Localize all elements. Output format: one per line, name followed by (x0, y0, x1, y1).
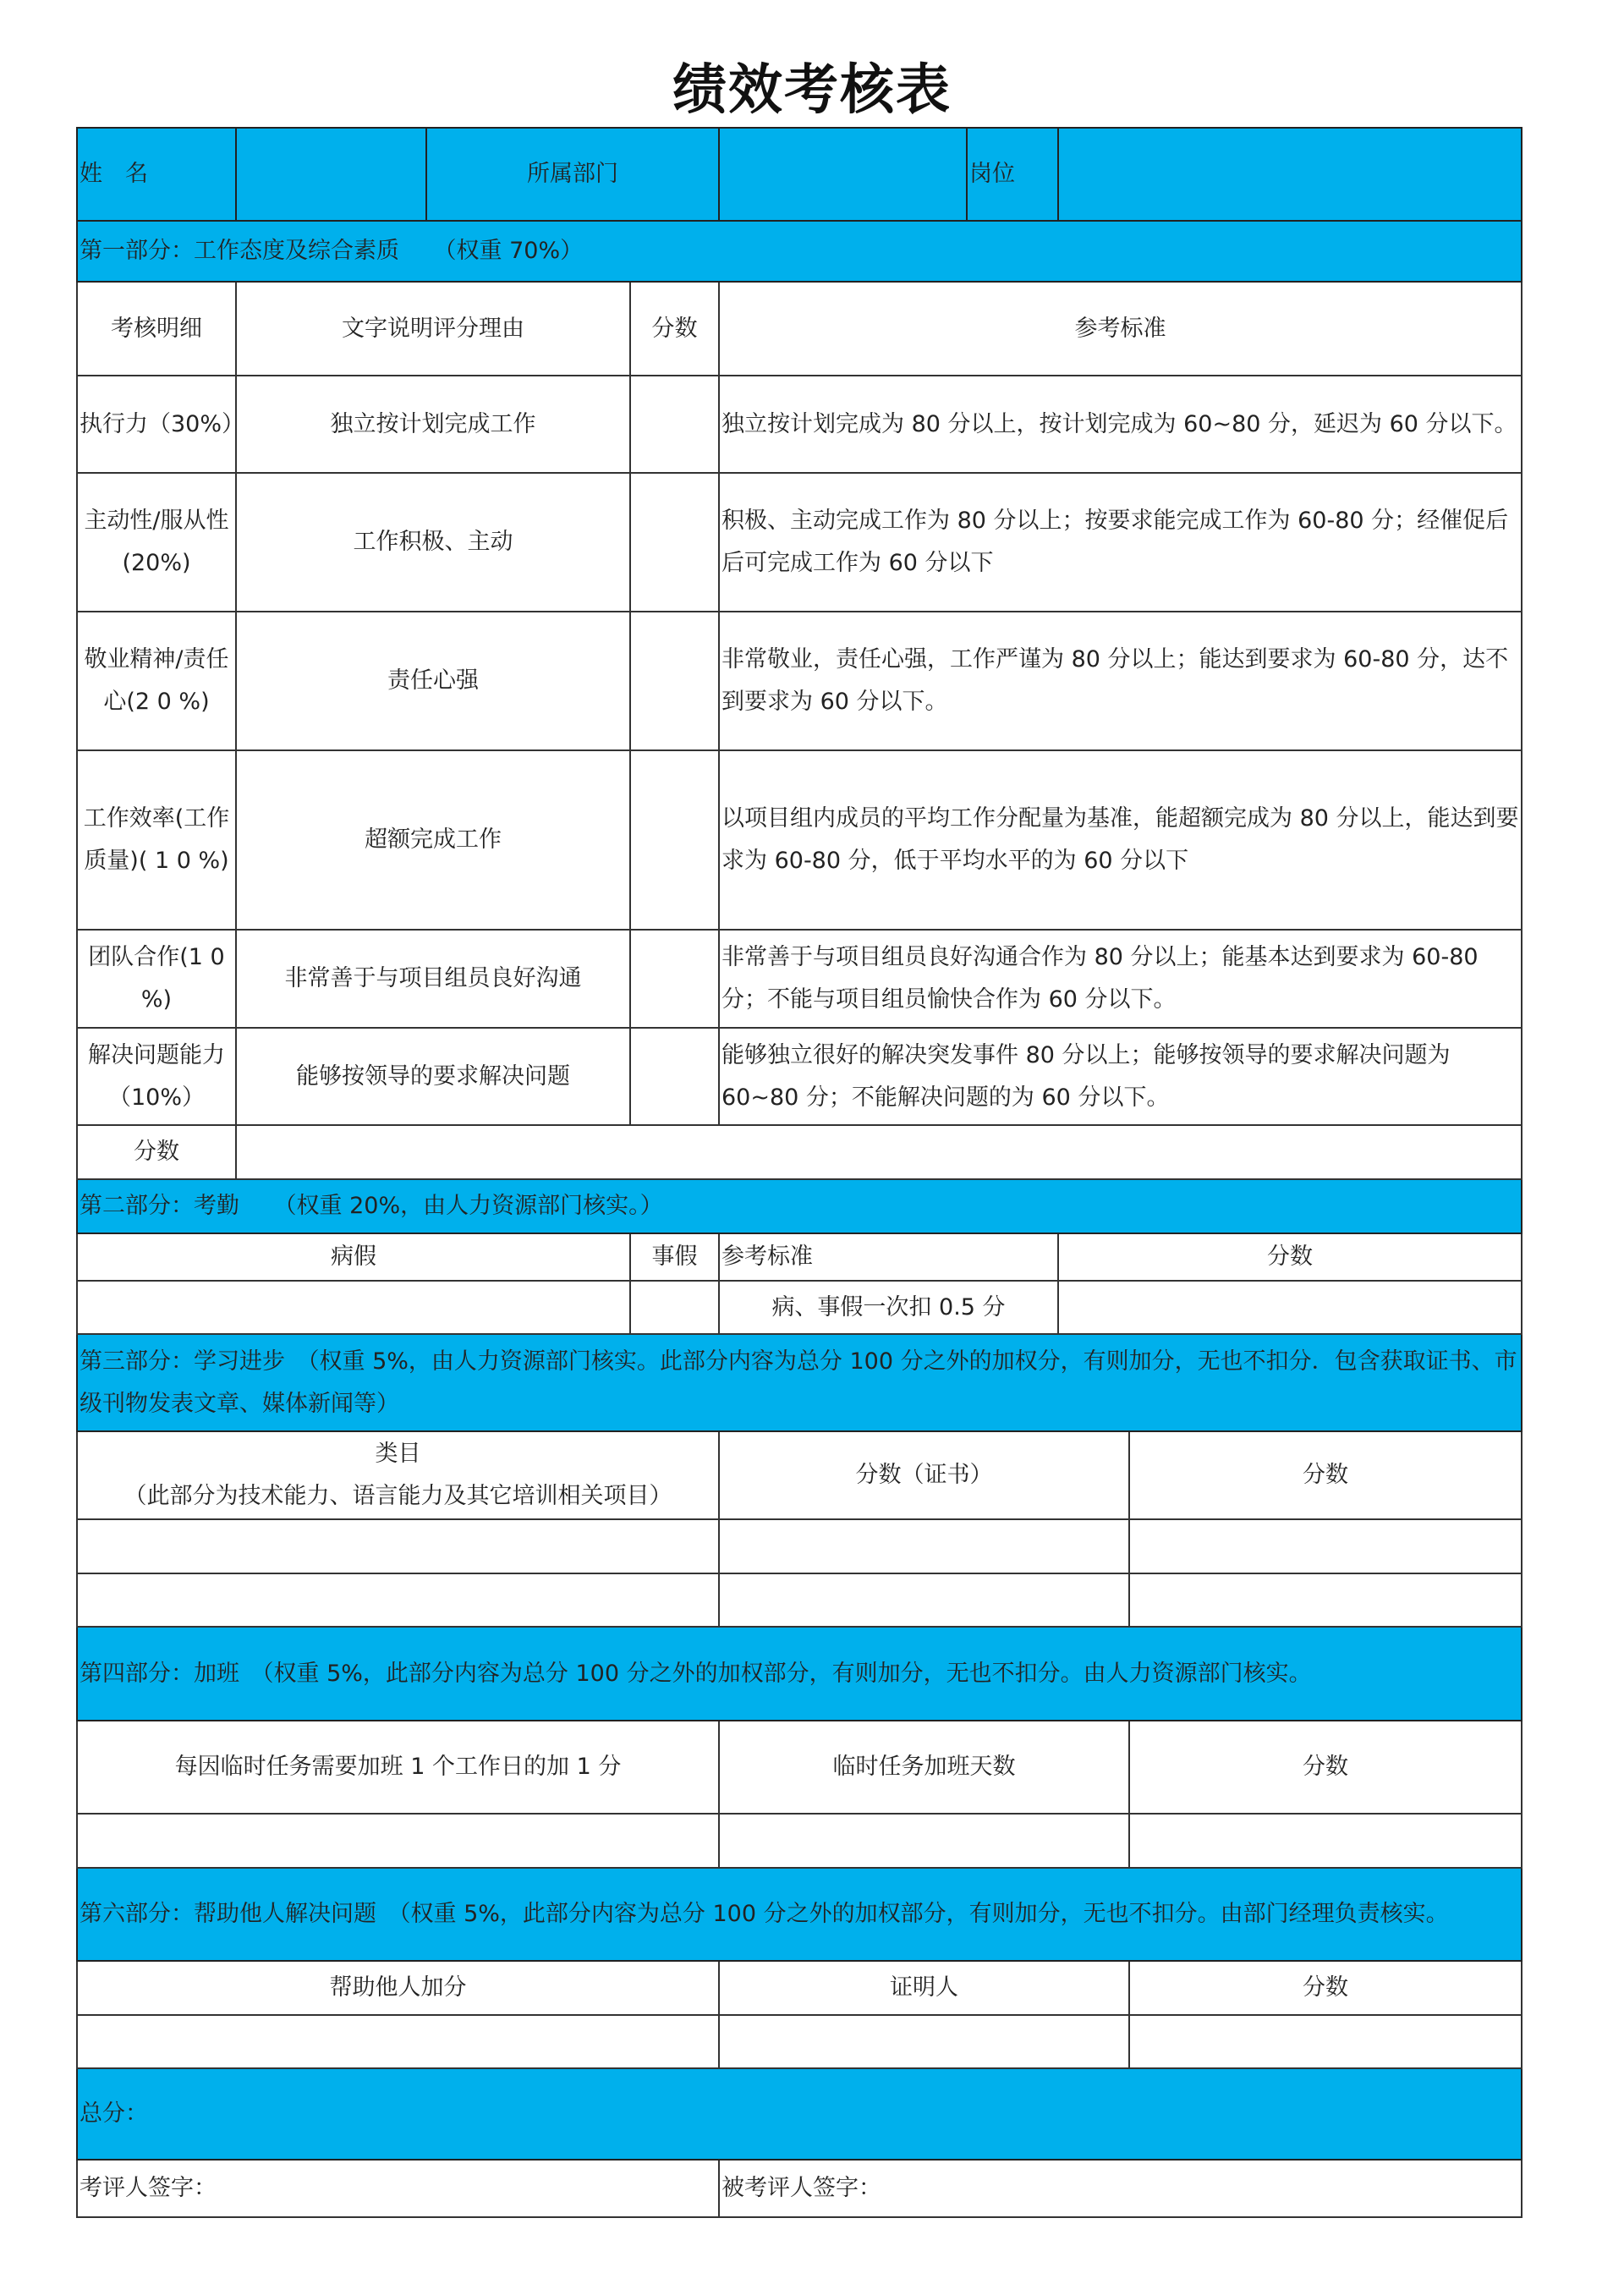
row-item: 敬业精神/责任心(2 0 %) (77, 612, 236, 750)
col-score: 分数 (630, 282, 719, 376)
col-category: 类目 （此部分为技术能力、语言能力及其它培训相关项目） (77, 1431, 719, 1519)
col-item: 考核明细 (77, 282, 236, 376)
part3-heading: 第三部分：学习进步 （权重 5%，由人力资源部门核实。此部分内容为总分 100 分之外的加权分，有则加分，无也不扣分．包含获取证书、市级刊物发表文章、媒体新闻等） (77, 1334, 1522, 1431)
attendance-standard: 病、事假一次扣 0.5 分 (719, 1281, 1058, 1334)
col-score: 分数 (1129, 1721, 1522, 1814)
cert-score-field[interactable] (719, 1573, 1129, 1627)
row-standard: 能够独立很好的解决突发事件 80 分以上；能够按领导的要求解决问题为 60~80 分；不能解决问题的为 60 分以下。 (719, 1028, 1522, 1125)
name-field[interactable] (236, 128, 426, 221)
table-row (77, 750, 1522, 930)
signature-row (77, 2160, 1522, 2217)
dept-label: 所属部门 (426, 128, 719, 221)
row-item: 解决问题能力（10%） (77, 1028, 236, 1125)
table-row (77, 1519, 1522, 1573)
col-desc: 文字说明评分理由 (236, 282, 630, 376)
part1-header-row (77, 282, 1522, 376)
part2-heading: 第二部分：考勤 （权重 20%，由人力资源部门核实。） (77, 1179, 1522, 1233)
personal-leave-field[interactable] (630, 1281, 719, 1334)
table-row (77, 612, 1522, 750)
table-row (77, 1814, 1522, 1868)
row-standard: 以项目组内成员的平均工作分配量为基准，能超额完成为 80 分以上，能达到要求为 60-80 分，低于平均水平的为 60 分以下 (719, 750, 1522, 930)
category-field[interactable] (77, 1573, 719, 1627)
col-overtime-days: 临时任务加班天数 (719, 1721, 1129, 1814)
score-field[interactable] (630, 473, 719, 612)
col-standard: 参考标准 (719, 282, 1522, 376)
help-bonus-field[interactable] (77, 2015, 719, 2068)
col-cert-score: 分数（证书） (719, 1431, 1129, 1519)
table-row (77, 1028, 1522, 1125)
row-desc: 责任心强 (236, 612, 630, 750)
table-row (77, 473, 1522, 612)
col-witness: 证明人 (719, 1961, 1129, 2015)
part1-heading: 第一部分：工作态度及综合素质 （权重 70%） (77, 221, 1522, 282)
part1-total-row (77, 1125, 1522, 1179)
row-desc: 工作积极、主动 (236, 473, 630, 612)
row-standard: 非常敬业，责任心强，工作严谨为 80 分以上；能达到要求为 60-80 分，达不到要求为 60 分以下。 (719, 612, 1522, 750)
score-field[interactable] (630, 930, 719, 1028)
row-desc: 超额完成工作 (236, 750, 630, 930)
post-label: 岗位 (967, 128, 1058, 221)
row-standard: 独立按计划完成为 80 分以上，按计划完成为 60~80 分，延迟为 60 分以下。 (719, 376, 1522, 473)
witness-field[interactable] (719, 2015, 1129, 2068)
score-field[interactable] (630, 750, 719, 930)
reviewee-signature[interactable]: 被考评人签字： (719, 2160, 1522, 2217)
appraisal-form (76, 127, 1521, 2218)
col-help-bonus: 帮助他人加分 (77, 1961, 719, 2015)
table-row (77, 1281, 1522, 1334)
col-score: 分数 (1058, 1233, 1522, 1281)
dept-field[interactable] (719, 128, 967, 221)
sick-leave-field[interactable] (77, 1281, 630, 1334)
overtime-field[interactable] (77, 1814, 719, 1868)
row-standard: 非常善于与项目组员良好沟通合作为 80 分以上；能基本达到要求为 60-80 分；不能与项目组员愉快合作为 60 分以下。 (719, 930, 1522, 1028)
score-field[interactable] (1129, 1573, 1522, 1627)
cert-score-field[interactable] (719, 1519, 1129, 1573)
post-field[interactable] (1058, 128, 1522, 221)
table-row (77, 930, 1522, 1028)
name-label: 姓 名 (77, 128, 236, 221)
overtime-days-field[interactable] (719, 1814, 1129, 1868)
table-row (77, 1573, 1522, 1627)
score-field[interactable] (1129, 2015, 1522, 2068)
score-field[interactable] (1058, 1281, 1522, 1334)
part2-header-row (77, 1233, 1522, 1281)
row-desc: 非常善于与项目组员良好沟通 (236, 930, 630, 1028)
col-personal-leave: 事假 (630, 1233, 719, 1281)
row-standard: 积极、主动完成工作为 80 分以上；按要求能完成工作为 60-80 分；经催促后后可完成工作为 60 分以下 (719, 473, 1522, 612)
col-score: 分数 (1129, 1961, 1522, 2015)
total-score[interactable]: 总分： (77, 2068, 1522, 2160)
part4-heading: 第四部分：加班 （权重 5%，此部分内容为总分 100 分之外的加权部分，有则加分，无也不扣分。由人力资源部门核实。 (77, 1627, 1522, 1721)
part6-heading: 第六部分：帮助他人解决问题 （权重 5%，此部分内容为总分 100 分之外的加权部分，有则加分，无也不扣分。由部门经理负责核实。 (77, 1868, 1522, 1961)
score-field[interactable] (630, 612, 719, 750)
score-field[interactable] (630, 1028, 719, 1125)
row-item: 主动性/服从性(20%) (77, 473, 236, 612)
row-item: 团队合作(1 0 %) (77, 930, 236, 1028)
col-score: 分数 (1129, 1431, 1522, 1519)
table-row (77, 2015, 1522, 2068)
info-row (77, 128, 1522, 221)
table-row (77, 376, 1522, 473)
col-sick-leave: 病假 (77, 1233, 630, 1281)
category-field[interactable] (77, 1519, 719, 1573)
row-desc: 能够按领导的要求解决问题 (236, 1028, 630, 1125)
part1-score-field[interactable] (236, 1125, 1522, 1179)
page-title: 绩效考核表 (672, 59, 952, 122)
score-field[interactable] (630, 376, 719, 473)
part1-score-label: 分数 (77, 1125, 236, 1179)
score-field[interactable] (1129, 1814, 1522, 1868)
part4-header-row (77, 1721, 1522, 1814)
row-desc: 独立按计划完成工作 (236, 376, 630, 473)
part6-header-row (77, 1961, 1522, 2015)
col-standard: 参考标准 (719, 1233, 1058, 1281)
part3-header-row (77, 1431, 1522, 1519)
score-field[interactable] (1129, 1519, 1522, 1573)
col-overtime-rule: 每因临时任务需要加班 1 个工作日的加 1 分 (77, 1721, 719, 1814)
reviewer-signature[interactable]: 考评人签字： (77, 2160, 719, 2217)
row-item: 工作效率(工作质量)( 1 0 %) (77, 750, 236, 930)
row-item: 执行力（30%） (77, 376, 236, 473)
